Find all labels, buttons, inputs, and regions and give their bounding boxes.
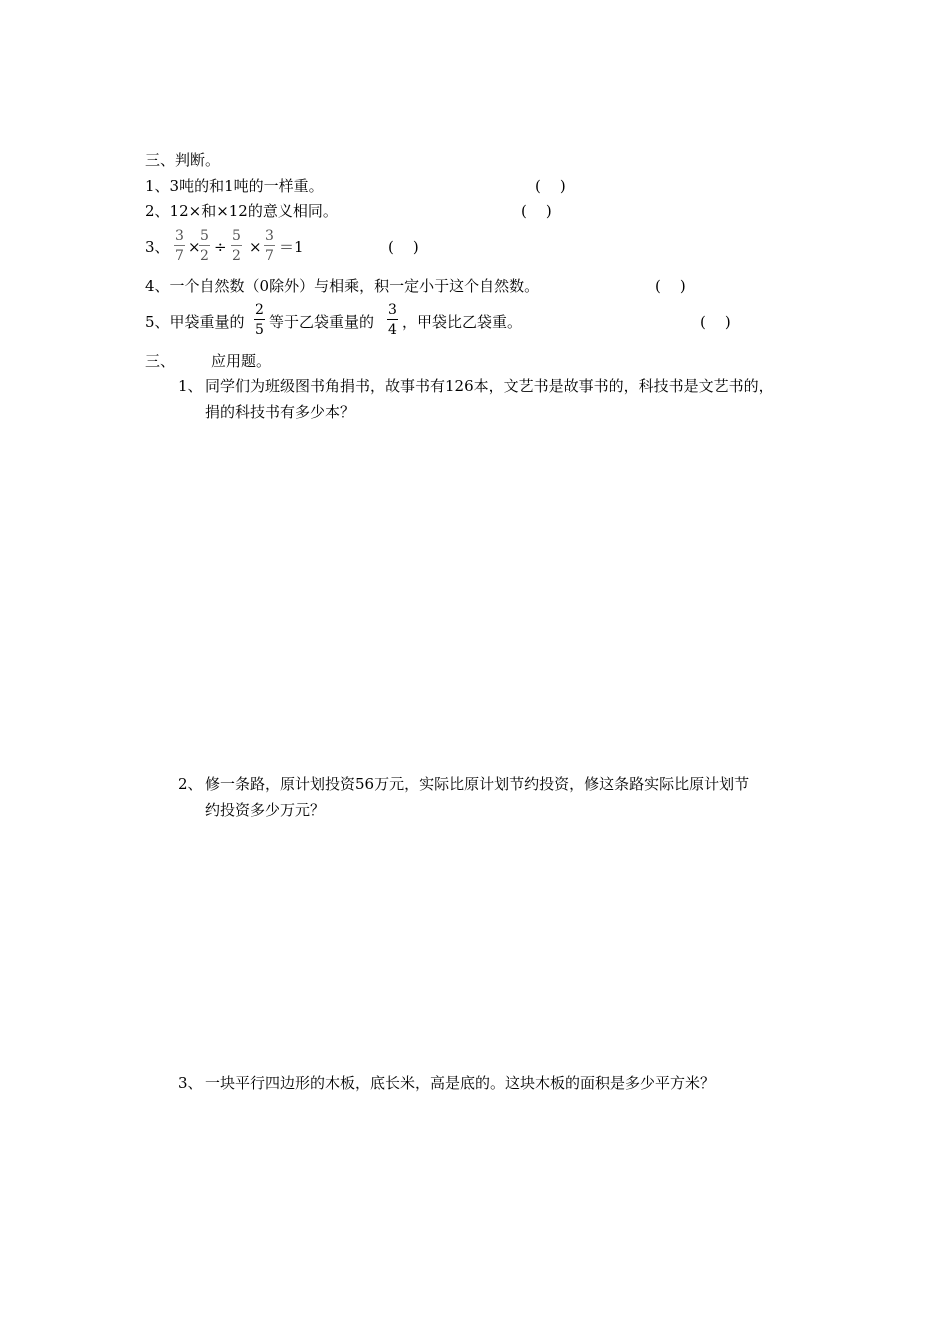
judge-heading: 三、判断。 <box>145 151 221 169</box>
denominator: 7 <box>265 248 274 264</box>
answer-paren-3[interactable]: ( ) <box>388 238 419 256</box>
fraction <box>254 302 265 338</box>
divide-sign: ÷ <box>214 238 227 256</box>
apply-heading: 应用题。 <box>211 352 272 370</box>
answer-paren-4[interactable]: ( ) <box>655 277 686 295</box>
judge-item-3-prefix: 3、 <box>145 238 170 256</box>
equals-one: ＝1 <box>279 238 304 256</box>
problem-1-line-1: 同学们为班级图书角捐书，故事书有126本，文艺书是故事书的，科技书是文艺书的， <box>205 377 774 395</box>
answer-paren-5[interactable]: ( ) <box>700 313 731 331</box>
judge-item-5-prefix: 5、甲袋重量的 <box>145 313 245 331</box>
problem-number-3: 3、 <box>178 1074 203 1092</box>
times-sign: × <box>188 238 201 256</box>
denominator: 2 <box>232 248 241 264</box>
problem-2-line-2: 约投资多少万元？ <box>205 801 326 819</box>
fraction <box>199 228 210 264</box>
fraction <box>264 228 275 264</box>
problem-number-1: 1、 <box>178 377 203 395</box>
problem-2-line-1: 修一条路，原计划投资56万元，实际比原计划节约投资，修这条路实际比原计划节 <box>205 775 750 793</box>
numerator: 3 <box>175 228 184 244</box>
numerator: 3 <box>265 228 274 244</box>
fraction <box>231 228 242 264</box>
judge-item-1: 1、3吨的和1吨的一样重。 <box>145 177 324 195</box>
answer-paren-1[interactable]: ( ) <box>535 177 566 195</box>
times-sign: × <box>249 238 262 256</box>
fraction <box>387 302 398 338</box>
judge-item-5-suffix: ，甲袋比乙袋重。 <box>402 313 523 331</box>
judge-item-5-middle: 等于乙袋重量的 <box>269 313 375 331</box>
apply-heading-number: 三、 <box>145 352 176 370</box>
denominator: 4 <box>388 322 397 338</box>
judge-item-2: 2、12×和×12的意义相同。 <box>145 202 338 220</box>
denominator: 7 <box>175 248 184 264</box>
numerator: 2 <box>255 302 264 318</box>
judge-item-4: 4、一个自然数（0除外）与相乘，积一定小于这个自然数。 <box>145 277 540 295</box>
problem-1-line-2: 捐的科技书有多少本？ <box>205 403 356 421</box>
numerator: 5 <box>200 228 209 244</box>
problem-number-2: 2、 <box>178 775 203 793</box>
fraction <box>174 228 185 264</box>
numerator: 3 <box>388 302 397 318</box>
denominator: 5 <box>255 322 264 338</box>
problem-3-line-1: 一块平行四边形的木板，底长米，高是底的。这块木板的面积是多少平方米？ <box>205 1074 716 1092</box>
denominator: 2 <box>200 248 209 264</box>
answer-paren-2[interactable]: ( ) <box>521 202 552 220</box>
numerator: 5 <box>232 228 241 244</box>
